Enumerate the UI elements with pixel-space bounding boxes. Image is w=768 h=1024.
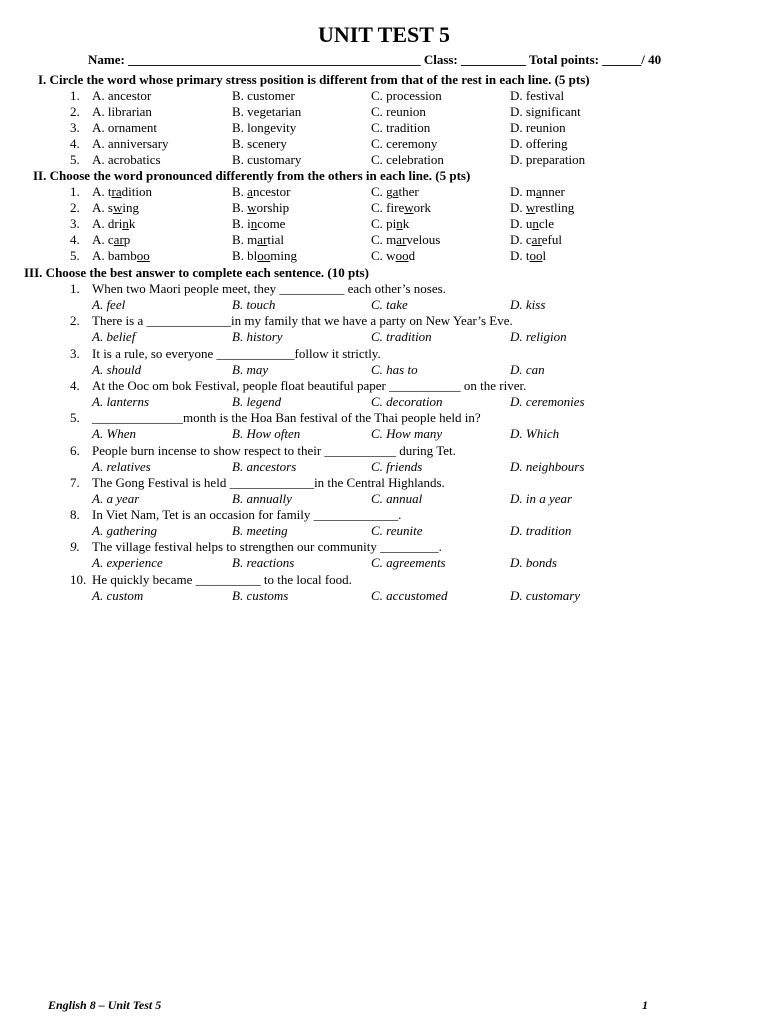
option-c[interactable]: C. agreements (371, 555, 446, 571)
option-text-part: D. m (510, 184, 536, 199)
option-b[interactable]: B. touch (232, 297, 276, 312)
underlined-sound: w (404, 200, 414, 215)
option-text-part: eful (541, 232, 562, 247)
option-b[interactable] (232, 200, 289, 216)
option-text-part: restling (535, 200, 575, 215)
option-b[interactable]: B. scenery (232, 136, 287, 151)
underlined-sound: oo (529, 248, 543, 263)
option-d[interactable]: D. festival (510, 88, 565, 103)
option-text-part: A. c (92, 232, 114, 247)
option-c[interactable] (371, 248, 415, 264)
option-text-part: B. (232, 200, 248, 215)
option-text-part: k (402, 216, 410, 231)
option-text-part: A. dri (92, 216, 123, 231)
question-text: In Viet Nam, Tet is an occasion for family _____________. (92, 507, 402, 523)
underlined-sound: a (392, 184, 399, 199)
question-stem (0, 507, 768, 523)
option-d[interactable]: D. religion (510, 329, 567, 345)
underlined-sound: a (536, 184, 542, 199)
option-text-part: A. t (92, 184, 112, 199)
question-number: 9. (70, 539, 80, 555)
option-d[interactable] (510, 200, 574, 216)
footer-course-label: English 8 – Unit Test 5 (48, 998, 162, 1012)
option-d[interactable] (510, 248, 546, 264)
answer-options-row (0, 394, 768, 410)
name-class-points-line: Name: _____________________________________________ Class: __________ Total points: ______/ 40 (88, 52, 662, 67)
underlined-sound: w (247, 200, 257, 215)
question-number: 1. (70, 281, 80, 296)
section-3-heading: III. Choose the best answer to complete each sentence. (10 pts) (24, 265, 369, 280)
underlined-sound: w (525, 200, 536, 215)
answer-options-row (0, 297, 768, 313)
underlined-sound: n (250, 216, 258, 231)
option-d[interactable]: D. neighbours (510, 458, 585, 474)
option-c[interactable] (371, 232, 440, 248)
option-text-part: tial (267, 232, 285, 247)
underlined-sound: oo (257, 248, 271, 263)
option-a[interactable] (92, 184, 152, 200)
pronunciation-item-row (0, 216, 768, 232)
answer-options-row (0, 426, 768, 442)
option-d[interactable]: D. ceremonies (510, 393, 585, 409)
question-number: 6. (70, 442, 80, 458)
option-d[interactable]: D. offering (510, 136, 568, 151)
option-c[interactable] (371, 184, 419, 200)
option-b[interactable]: B. vegetarian (232, 104, 302, 119)
question-number: 8. (70, 507, 80, 523)
stress-item-row (0, 88, 768, 104)
answer-options-row (0, 491, 768, 507)
option-text-part: cle (538, 216, 555, 231)
option-c[interactable] (371, 200, 431, 216)
option-text-part: ming (270, 248, 298, 263)
option-c[interactable]: C. annual (371, 490, 423, 506)
underlined-sound: n (122, 216, 129, 231)
underlined-sound: oo (395, 248, 409, 263)
item-number: 4. (70, 232, 80, 247)
option-b[interactable] (232, 216, 285, 232)
option-text-part: p (123, 232, 131, 247)
option-a[interactable]: A. librarian (92, 104, 152, 119)
option-a[interactable]: A. acrobatics (92, 152, 161, 167)
pronunciation-item-row (0, 200, 768, 216)
option-text-part: C. pi (371, 216, 397, 231)
question-stem (0, 539, 768, 555)
stress-item-row (0, 152, 768, 168)
option-c[interactable]: C. procession (371, 88, 442, 103)
option-text-part: C. w (371, 248, 396, 263)
stress-item-row (0, 136, 768, 152)
question-text: When two Maori people meet, they __________ each other’s noses. (92, 281, 446, 296)
option-d[interactable]: D. Which (510, 426, 560, 442)
option-d[interactable]: D. kiss (510, 297, 546, 312)
option-text-part: A. bamb (92, 248, 137, 263)
option-c[interactable]: C. reunite (371, 523, 423, 539)
option-c[interactable]: C. friends (371, 458, 423, 474)
option-text-part: C. m (371, 232, 397, 247)
item-number: 3. (70, 216, 80, 231)
option-text-part: come (257, 216, 286, 231)
option-text-part: orship (256, 200, 290, 215)
item-number: 2. (70, 200, 80, 215)
item-number: 5. (70, 152, 80, 167)
question-number: 4. (70, 377, 80, 393)
option-text-part: ther (398, 184, 419, 199)
answer-options-row (0, 329, 768, 345)
underlined-sound: ar (531, 232, 542, 247)
option-b[interactable]: B. legend (232, 393, 282, 409)
item-number: 2. (70, 104, 80, 119)
option-a[interactable]: A. belief (92, 329, 136, 345)
question-text: There is a _____________in my family that we have a party on New Year’s Eve. (92, 313, 513, 329)
item-number: 1. (70, 184, 80, 199)
question-number: 2. (70, 313, 80, 329)
option-d[interactable]: D. bonds (510, 555, 557, 571)
option-b[interactable]: B. longevity (232, 120, 297, 135)
pronunciation-item-row (0, 248, 768, 264)
option-c[interactable]: C. tradition (371, 329, 432, 345)
option-a[interactable]: A. anniversary (92, 136, 169, 151)
option-d[interactable] (510, 216, 554, 232)
option-a[interactable]: A. lanterns (92, 393, 150, 409)
page-number: 1 (642, 998, 648, 1012)
question-stem (0, 443, 768, 459)
question-stem (0, 281, 768, 297)
question-stem (0, 475, 768, 491)
option-text-part: A. s (92, 200, 113, 215)
section-2-heading: II. Choose the word pronounced differently from the others in each line. (5 pts) (33, 168, 471, 183)
option-text-part: B. bl (232, 248, 258, 263)
question-text: People burn incense to show respect to their ___________ during Tet. (92, 442, 456, 458)
option-text-part: B. m (232, 232, 258, 247)
option-b[interactable]: B. reactions (232, 555, 295, 571)
answer-options-row (0, 459, 768, 475)
question-text: ______________month is the Hoa Ban festival of the Thai people held in? (92, 410, 481, 426)
option-d[interactable] (510, 232, 562, 248)
option-text-part: C. g (371, 184, 393, 199)
option-c[interactable]: C. accustomed (371, 587, 448, 603)
option-text-part: velous (406, 232, 441, 247)
option-b[interactable]: B. customs (232, 587, 289, 603)
option-b[interactable] (232, 232, 284, 248)
option-b[interactable]: B. customer (232, 88, 295, 103)
question-stem (0, 572, 768, 588)
option-text-part: ork (413, 200, 431, 215)
question-stem (0, 378, 768, 394)
underlined-sound: oo (136, 248, 150, 263)
option-a[interactable] (92, 232, 130, 248)
underlined-sound: n (396, 216, 403, 231)
question-number: 3. (70, 345, 80, 361)
option-b[interactable]: B. customary (232, 152, 302, 167)
question-text: At the Ooc om bok Festival, people float beautiful paper ___________ on the river. (92, 377, 527, 393)
option-c[interactable]: C. has to (371, 361, 418, 377)
option-text-part: nner (541, 184, 565, 199)
question-text: He quickly became __________ to the local food. (92, 571, 352, 587)
underlined-sound: ar (396, 232, 407, 247)
option-b[interactable]: B. meeting (232, 523, 288, 539)
option-c[interactable]: C. reunion (371, 104, 426, 119)
item-number: 1. (70, 88, 80, 103)
option-c[interactable]: C. celebration (371, 152, 444, 167)
question-stem (0, 313, 768, 329)
option-text-part: B. (232, 184, 248, 199)
option-text-part: k (128, 216, 136, 231)
option-c[interactable]: C. decoration (371, 393, 443, 409)
option-c[interactable]: C. tradition (371, 120, 431, 135)
underlined-sound: ar (113, 232, 124, 247)
item-number: 4. (70, 136, 80, 151)
underlined-sound: a (247, 184, 253, 199)
option-text-part: B. i (232, 216, 251, 231)
page-title: UNIT TEST 5 (317, 22, 451, 47)
option-a[interactable]: A. ancestor (92, 88, 152, 103)
option-b[interactable] (232, 248, 297, 264)
underlined-sound: w (112, 200, 123, 215)
answer-options-row (0, 588, 768, 604)
answer-options-row (0, 523, 768, 539)
option-text-part: ing (122, 200, 139, 215)
question-number: 10. (70, 571, 87, 587)
option-a[interactable]: A. custom (92, 587, 144, 603)
stress-item-row (0, 104, 768, 120)
option-d[interactable]: D. in a year (510, 490, 573, 506)
question-text: The village festival helps to strengthen our community _________. (92, 539, 442, 555)
item-number: 3. (70, 120, 80, 135)
option-a[interactable]: A. experience (92, 555, 163, 571)
option-a[interactable]: A. feel (92, 297, 126, 312)
option-b[interactable]: B. annually (232, 490, 292, 506)
option-a[interactable]: A. should (92, 361, 142, 377)
option-a[interactable]: A. relatives (92, 458, 151, 474)
option-b[interactable]: B. How often (232, 426, 301, 442)
option-d[interactable] (510, 184, 565, 200)
underlined-sound: ra (111, 184, 122, 199)
option-d[interactable]: D. can (510, 361, 545, 377)
option-a[interactable] (92, 248, 150, 264)
option-d[interactable]: D. customary (510, 587, 581, 603)
underlined-sound: n (532, 216, 539, 231)
item-number: 5. (70, 248, 80, 263)
option-text-part: d (408, 248, 416, 263)
option-c[interactable] (371, 216, 409, 232)
answer-options-row (0, 555, 768, 571)
option-b[interactable] (232, 184, 291, 200)
option-text-part: ncestor (252, 184, 291, 199)
option-a[interactable]: A. gathering (92, 523, 157, 539)
question-number: 5. (70, 410, 80, 426)
option-d[interactable]: D. reunion (510, 120, 566, 135)
underlined-sound: ar (257, 232, 268, 247)
option-c[interactable]: C. How many (371, 426, 443, 442)
option-b[interactable]: B. history (232, 329, 283, 345)
option-a[interactable]: A. When (92, 426, 137, 442)
question-text: It is a rule, so everyone ____________follow it strictly. (92, 345, 381, 361)
option-text-part: D. c (510, 232, 532, 247)
option-text-part: D. t (510, 248, 530, 263)
option-c[interactable]: C. ceremony (371, 136, 438, 151)
pronunciation-item-row (0, 232, 768, 248)
option-b[interactable]: B. ancestors (232, 458, 297, 474)
option-text-part: dition (121, 184, 152, 199)
option-a[interactable] (92, 200, 139, 216)
pronunciation-item-row (0, 184, 768, 200)
answer-options-row (0, 362, 768, 378)
option-text-part: D. (510, 200, 526, 215)
question-stem (0, 346, 768, 362)
question-text: The Gong Festival is held _____________in the Central Highlands. (92, 474, 445, 490)
question-stem (0, 410, 768, 426)
option-d[interactable]: D. significant (510, 104, 581, 119)
option-c[interactable]: C. take (371, 297, 408, 312)
option-text-part: C. fire (371, 200, 405, 215)
section-1-heading: I. Circle the word whose primary stress position is different from that of the rest in each line. (5 pts) (38, 72, 590, 87)
option-a[interactable]: A. a year (92, 490, 140, 506)
question-number: 7. (70, 474, 80, 490)
option-d[interactable]: D. tradition (510, 523, 572, 539)
option-b[interactable]: B. may (232, 361, 269, 377)
option-d[interactable]: D. preparation (510, 152, 586, 167)
option-text-part: D. u (510, 216, 533, 231)
stress-item-row (0, 120, 768, 136)
option-a[interactable] (92, 216, 135, 232)
option-a[interactable]: A. ornament (92, 120, 157, 135)
option-text-part: l (542, 248, 547, 263)
